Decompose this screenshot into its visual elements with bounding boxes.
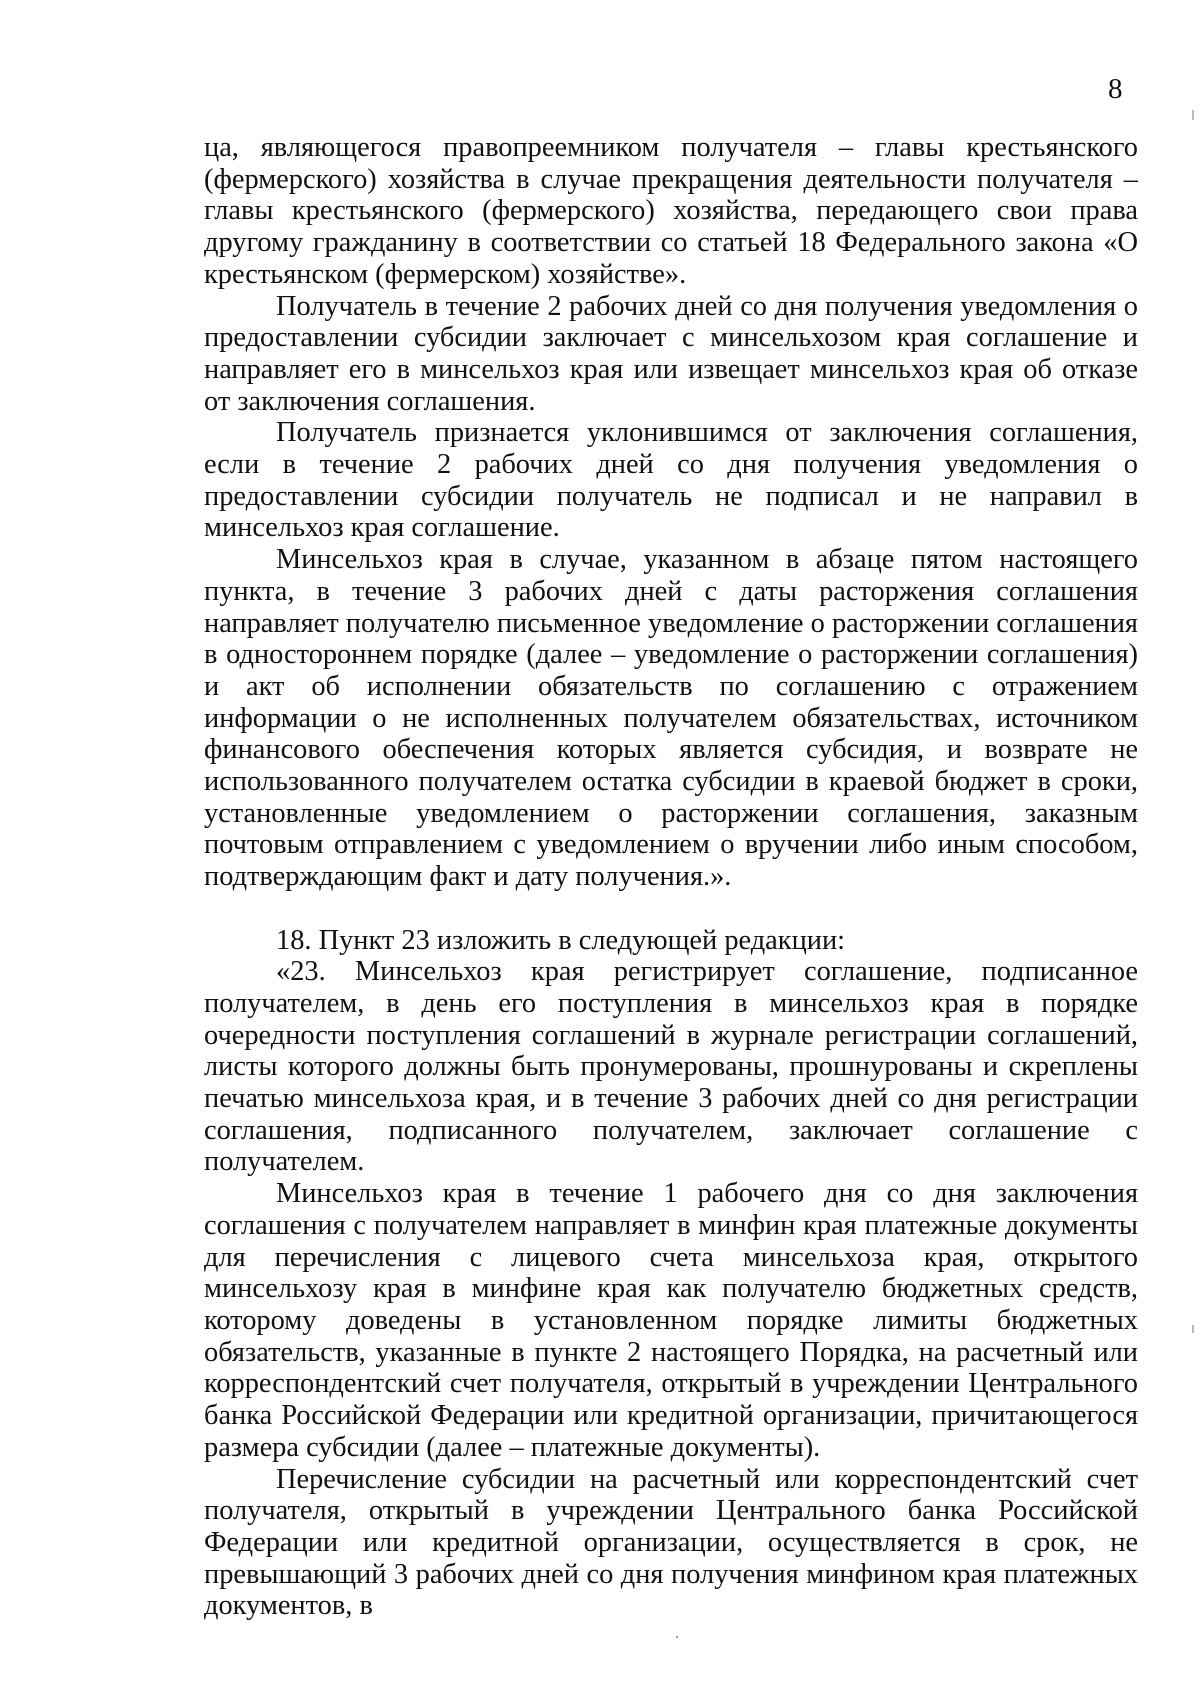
paragraph-continuation: ца, являющегося правопреемником получателя – главы крестьянского (фермерского) хозяйства в случае прекращения деятельности получателя – главы крестьянского (фермерского) хозяйства, передающего свои права другому гражданину в соответствии со статьей 18 Федерального закона «О крестьянском (фермерском) хозяйстве». [204,132,1138,290]
paragraph-transfer-term: Перечисление субсидии на расчетный или корреспондентский счет получателя, открытый в учреждении Центрального банка Российской Федерации или кредитной организации, осуществляется в срок, не превышающий 3 рабочих дней со дня получения минфином края платежных документов, в [204,1463,1138,1622]
paragraph-item-23-registration: «23. Минсельхоз края регистрирует соглашение, подписанное получателем, в день его поступления в минсельхоз края в порядке очередности поступления соглашений в журнале регистрации соглашений, листы которого должны быть пронумерованы, прошнурованы и скреплены печатью минсельхоза края, и в течение 3 рабочих дней со дня регистрации соглашения, подписанного получателем, заключает соглашение с получателем. [204,956,1138,1178]
document-body [204,132,1138,1622]
paragraph-agreement-conclusion: Получатель в течение 2 рабочих дней со дня получения уведомления о предоставлении субсидии заключает с минсельхозом края соглашение и направляет его в минсельхоз края или извещает минсельхоз края об отказе от заключения соглашения. [204,290,1138,417]
page-number: 8 [1108,73,1123,105]
scan-edge-mark [1192,110,1194,120]
paragraph-evasion: Получатель признается уклонившимся от заключения соглашения, если в течение 2 рабочих дней со дня получения уведомления о предоставлении субсидии получатель не подписал и не направил в минсельхоз края соглашение. [204,417,1138,544]
scan-speck [676,1636,678,1638]
scan-edge-mark [1192,1325,1194,1333]
paragraph-item-18: 18. Пункт 23 изложить в следующей редакции: [276,924,846,956]
paragraph-termination-notice: Минсельхоз края в случае, указанном в абзаце пятом настоящего пункта, в течение 3 рабочих дней с даты расторжения соглашения направляет получателю письменное уведомление о расторжении соглашения в одностороннем порядке (далее – уведомление о расторжении соглашения) и акт об исполнении обязательств по соглашению с отражением информации о не исполненных получателем обязательствах, источником финансового обеспечения которых является субсидия, и возврате не использованного получателем остатка субсидии в краевой бюджет в сроки, установленные уведомлением о расторжении соглашения, заказным почтовым отправлением с уведомлением о вручении либо иным способом, подтверждающим факт и дату получения.». [204,544,1138,893]
paragraph-payment-documents: Минсельхоз края в течение 1 рабочего дня со дня заключения соглашения с получателем направляет в минфин края платежные документы для перечисления с лицевого счета минсельхоза края, открытого минсельхозу края в минфине края как получателю бюджетных средств, которому доведены в установленном порядке лимиты бюджетных обязательств, указанные в пункте 2 настоящего Порядка, на расчетный или корреспондентский счет получателя, открытый в учреждении Центрального банка Российской Федерации или кредитной организации, причитающегося размера субсидии (далее – платежные документы). [204,1178,1138,1463]
